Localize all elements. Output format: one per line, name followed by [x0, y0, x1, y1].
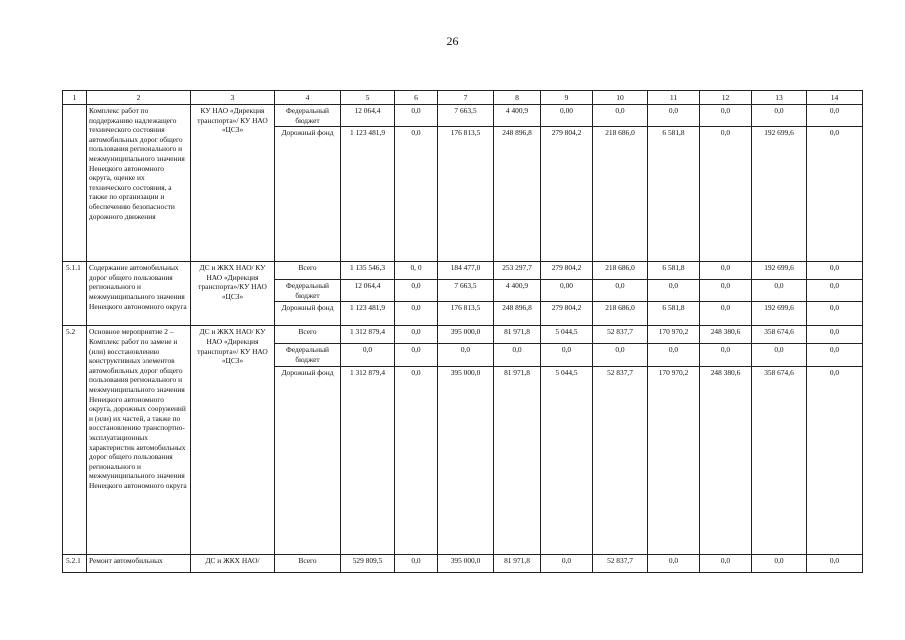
column-header: 4 [275, 91, 341, 105]
value-cell: 0, 0 [395, 262, 438, 280]
value-cell: 7 663,5 [438, 105, 494, 127]
value-cell: 0,0 [807, 262, 863, 280]
value-cell: 1 135 546,3 [341, 262, 395, 280]
item-executor: КУ НАО «Дирекция транспорта»/ КУ НАО «ЦСЗ» [191, 105, 275, 262]
value-cell: 279 804,2 [541, 262, 593, 280]
value-cell: 0,0 [807, 366, 863, 554]
value-cell: 6 581,8 [648, 127, 700, 262]
funding-source: Дорожный фонд [275, 127, 341, 262]
value-cell: 0,0 [700, 302, 752, 326]
value-cell: 0,0 [395, 554, 438, 572]
value-cell: 4 400,9 [494, 105, 541, 127]
value-cell: 0,0 [807, 280, 863, 302]
funding-source: Федеральный бюджет [275, 105, 341, 127]
value-cell: 0,0 [752, 280, 807, 302]
funding-source: Федеральный бюджет [275, 280, 341, 302]
value-cell: 0,0 [395, 326, 438, 344]
value-cell: 184 477,0 [438, 262, 494, 280]
value-cell: 0,0 [593, 280, 648, 302]
value-cell: 192 699,6 [752, 127, 807, 262]
value-cell: 279 804,2 [541, 302, 593, 326]
value-cell: 0,0 [807, 554, 863, 572]
table-row [63, 554, 863, 572]
value-cell: 0,0 [752, 554, 807, 572]
funding-source: Дорожный фонд [275, 366, 341, 554]
value-cell: 1 312 879,4 [341, 366, 395, 554]
value-cell: 5 044,5 [541, 366, 593, 554]
value-cell: 358 674,6 [752, 366, 807, 554]
item-executor: ДС и ЖКХ НАО/ КУ НАО «Дирекция транспорта»/КУ НАО «ЦСЗ» [191, 262, 275, 326]
item-index [63, 105, 87, 262]
value-cell: 5 044,5 [541, 326, 593, 344]
column-header: 6 [395, 91, 438, 105]
value-cell: 248 380,6 [700, 366, 752, 554]
value-cell: 0,0 [341, 344, 395, 366]
column-header: 3 [191, 91, 275, 105]
funding-source: Всего [275, 554, 341, 572]
value-cell: 52 837,7 [593, 366, 648, 554]
column-header: 11 [648, 91, 700, 105]
value-cell: 218 686,0 [593, 127, 648, 262]
value-cell: 0,0 [700, 280, 752, 302]
value-cell: 0,0 [541, 344, 593, 366]
value-cell: 170 970,2 [648, 326, 700, 344]
value-cell: 0,0 [648, 554, 700, 572]
item-index: 5.2 [63, 326, 87, 554]
value-cell: 52 837,7 [593, 326, 648, 344]
value-cell: 218 686,0 [593, 262, 648, 280]
value-cell: 0,0 [395, 302, 438, 326]
value-cell: 0,0 [494, 344, 541, 366]
value-cell: 12 064,4 [341, 105, 395, 127]
column-header: 8 [494, 91, 541, 105]
item-executor: ДС и ЖКХ НАО/ [191, 554, 275, 572]
column-header: 14 [807, 91, 863, 105]
value-cell: 0,0 [395, 105, 438, 127]
item-name: Основное мероприятие 2 – Комплекс работ по замене и (или) восстановлению конструктивных элементов автомобильных дорог общего пользования регионального и межмуниципального значения Ненецкого автономного округа, дорожных сооружений и (или) их частей, а также по восстановлению транспортно-эксплуатационных характеристик автомобильных дорог общего пользования регионального и межмуниципального значения Ненецкого автономного округа [87, 326, 191, 554]
funding-source: Федеральный бюджет [275, 344, 341, 366]
funding-source: Дорожный фонд [275, 302, 341, 326]
column-header: 1 [63, 91, 87, 105]
value-cell: 279 804,2 [541, 127, 593, 262]
value-cell: 0,0 [752, 105, 807, 127]
value-cell: 248 380,6 [700, 326, 752, 344]
value-cell: 0,0 [593, 344, 648, 366]
funding-source: Всего [275, 262, 341, 280]
value-cell: 7 663,5 [438, 280, 494, 302]
item-name: Ремонт автомобильных [87, 554, 191, 572]
value-cell: 358 674,6 [752, 326, 807, 344]
value-cell: 192 699,6 [752, 302, 807, 326]
value-cell: 81 971,8 [494, 366, 541, 554]
value-cell: 176 813,5 [438, 302, 494, 326]
value-cell: 0,0 [752, 344, 807, 366]
value-cell: 6 581,8 [648, 262, 700, 280]
value-cell: 4 400,9 [494, 280, 541, 302]
value-cell: 0,0 [648, 344, 700, 366]
value-cell: 0,0 [438, 344, 494, 366]
value-cell: 192 699,6 [752, 262, 807, 280]
value-cell: 0,0 [541, 554, 593, 572]
value-cell: 0,0 [807, 302, 863, 326]
value-cell: 395 000,0 [438, 554, 494, 572]
value-cell: 248 896,8 [494, 302, 541, 326]
value-cell: 0,0 [807, 105, 863, 127]
value-cell: 52 837,7 [593, 554, 648, 572]
value-cell: 0,0 [807, 326, 863, 344]
value-cell: 0,00 [541, 280, 593, 302]
value-cell: 1 123 481,9 [341, 302, 395, 326]
value-cell: 529 809,5 [341, 554, 395, 572]
value-cell: 0,0 [593, 105, 648, 127]
funding-source: Всего [275, 326, 341, 344]
value-cell: 395 000,0 [438, 366, 494, 554]
page-number: 26 [446, 34, 459, 48]
column-header: 7 [438, 91, 494, 105]
item-index: 5.2.1 [63, 554, 87, 572]
value-cell: 1 123 481,9 [341, 127, 395, 262]
value-cell: 0,0 [700, 105, 752, 127]
value-cell: 253 297,7 [494, 262, 541, 280]
table-header-row [63, 91, 863, 105]
value-cell: 176 813,5 [438, 127, 494, 262]
value-cell: 170 970,2 [648, 366, 700, 554]
value-cell: 0,0 [807, 127, 863, 262]
value-cell: 0,0 [395, 127, 438, 262]
table-row [63, 105, 863, 127]
table-row [63, 326, 863, 344]
item-executor: ДС и ЖКХ НАО/ КУ НАО «Дирекция транспорта»/ КУ НАО «ЦСЗ» [191, 326, 275, 554]
value-cell: 395 000,0 [438, 326, 494, 344]
value-cell: 0,0 [700, 127, 752, 262]
value-cell: 1 312 879,4 [341, 326, 395, 344]
value-cell: 0,0 [700, 554, 752, 572]
value-cell: 81 971,8 [494, 554, 541, 572]
value-cell: 6 581,8 [648, 302, 700, 326]
value-cell: 0,0 [395, 366, 438, 554]
value-cell: 0,0 [395, 280, 438, 302]
column-header: 5 [341, 91, 395, 105]
item-index: 5.1.1 [63, 262, 87, 326]
value-cell: 0,0 [648, 280, 700, 302]
item-name: Комплекс работ по поддержанию надлежащего технического состояния автомобильных дорог общего пользования регионального и межмуниципального значения Ненецкого автономного округа, оценке их технического состояния, а также по организации и обеспечению безопасности дорожного движения [87, 105, 191, 262]
value-cell: 218 686,0 [593, 302, 648, 326]
column-header: 2 [87, 91, 191, 105]
column-header: 9 [541, 91, 593, 105]
value-cell: 81 971,8 [494, 326, 541, 344]
table-row [63, 262, 863, 280]
value-cell: 248 896,8 [494, 127, 541, 262]
value-cell: 0,0 [700, 262, 752, 280]
value-cell: 0,0 [807, 344, 863, 366]
budget-table [62, 90, 863, 573]
column-header: 12 [700, 91, 752, 105]
value-cell: 0,00 [541, 105, 593, 127]
value-cell: 0,0 [700, 344, 752, 366]
value-cell: 12 064,4 [341, 280, 395, 302]
column-header: 13 [752, 91, 807, 105]
value-cell: 0,0 [648, 105, 700, 127]
column-header: 10 [593, 91, 648, 105]
value-cell: 0,0 [395, 344, 438, 366]
item-name: Содержание автомобильных дорог общего пользования регионального и межмуниципального значения Ненецкого автономного округа [87, 262, 191, 326]
